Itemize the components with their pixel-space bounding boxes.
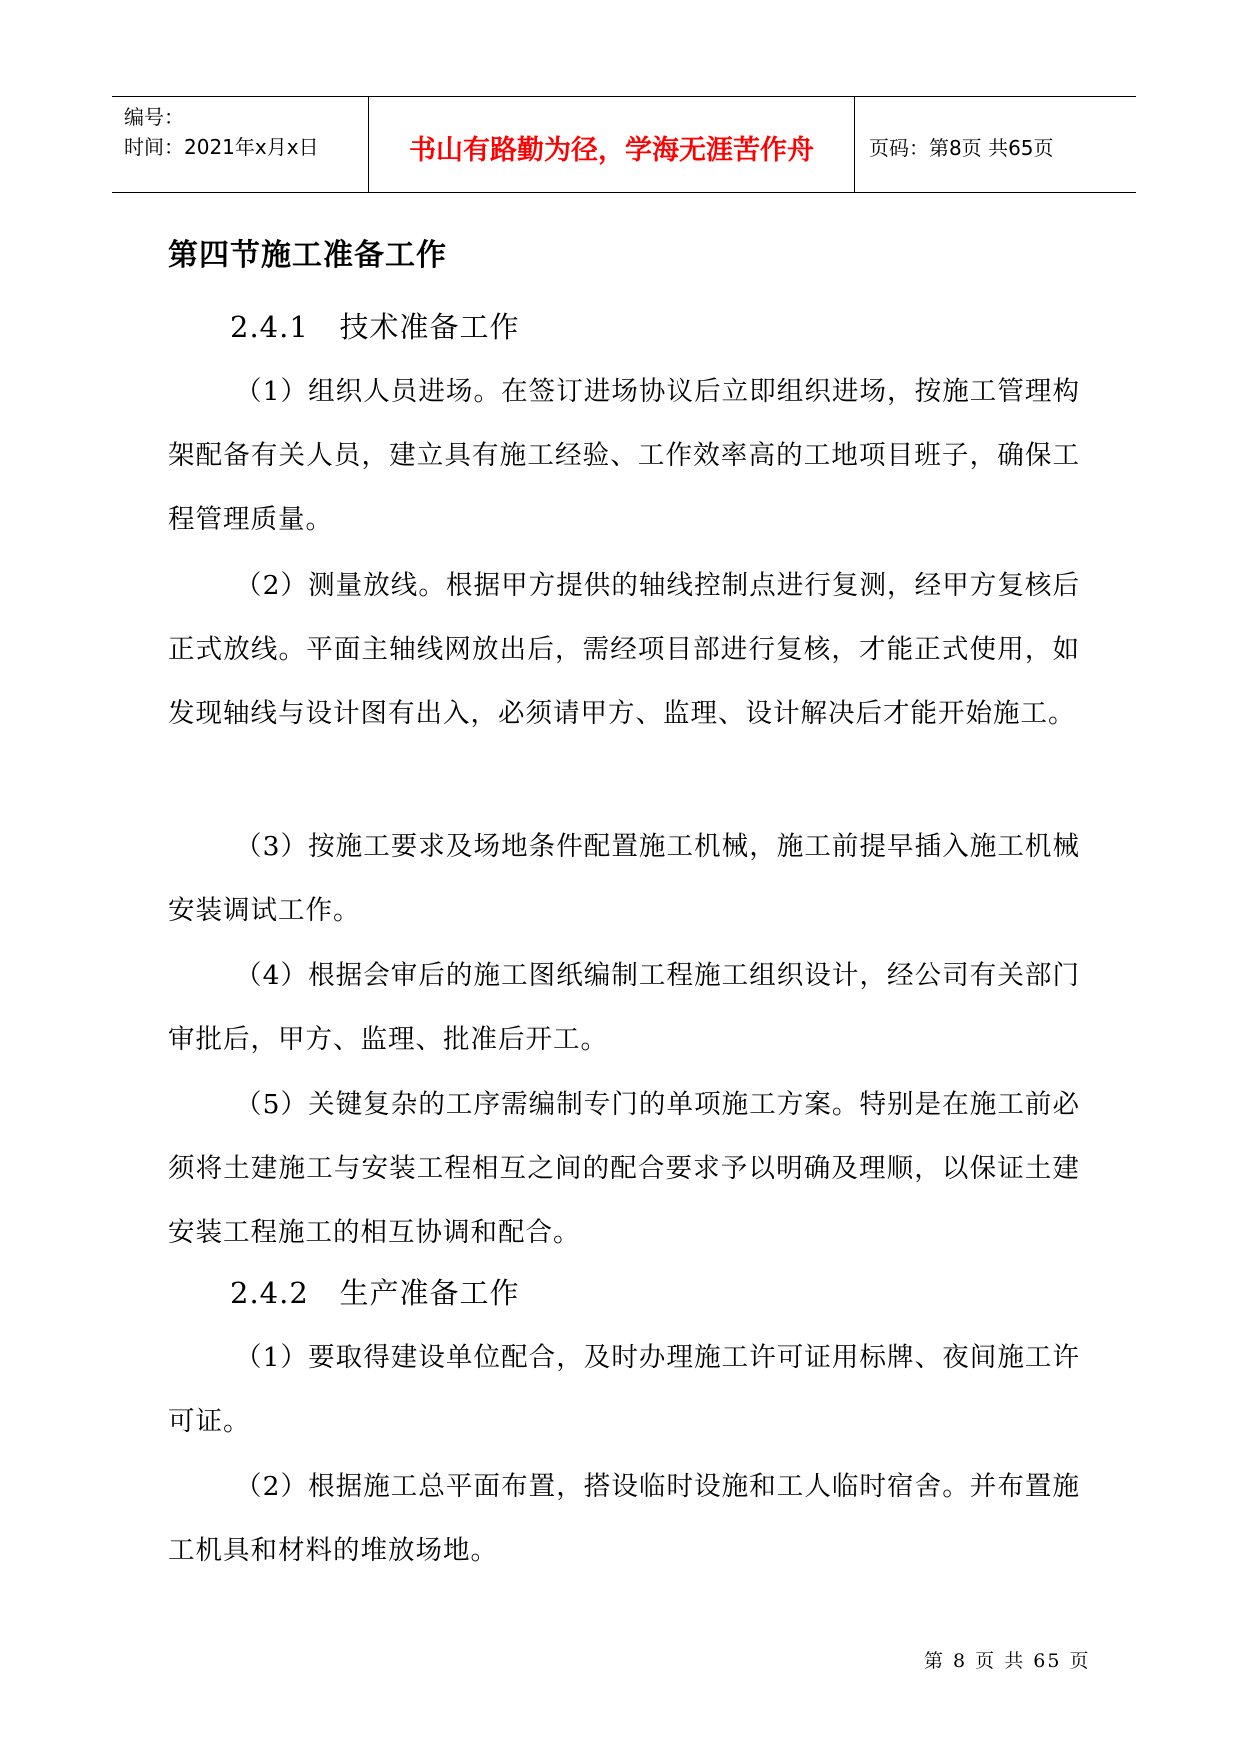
- header-slogan: 书山有路勤为径，学海无涯苦作舟: [409, 135, 814, 166]
- subsection-title: 生产准备工作: [339, 1276, 520, 1310]
- header-page-info: 页码：第8页 共65页: [869, 136, 1054, 160]
- subsection-heading: [230, 1271, 519, 1312]
- header-meta-cell: [112, 97, 369, 192]
- subsection-number: 2.4.1: [230, 310, 309, 344]
- header-slogan-cell: [369, 97, 855, 192]
- paragraph: （5）关键复杂的工序需编制专门的单项施工方案。特别是在施工前必须将土建施工与安装工程相互之间的配合要求予以明确及理顺，以保证土建安装工程施工的相互协调和配合。: [168, 1089, 1080, 1248]
- footer-page-number: 第 8 页 共 65 页: [924, 1650, 1091, 1672]
- section-title: 第四节施工准备工作: [168, 238, 447, 273]
- document-header: [112, 96, 1136, 193]
- subsection-title: 技术准备工作: [339, 310, 520, 344]
- paragraph: （1）要取得建设单位配合，及时办理施工许可证用标牌、夜间施工许可证。: [168, 1342, 1080, 1437]
- subsection-heading: [230, 305, 519, 346]
- document-date: 时间：2021年x月x日: [124, 135, 319, 159]
- document-number-label: 编号：: [124, 105, 184, 129]
- paragraph: （2）测量放线。根据甲方提供的轴线控制点进行复测，经甲方复核后正式放线。平面主轴线网放出后，需经项目部进行复核，才能正式使用，如发现轴线与设计图有出入，必须请甲方、监理、设计解决后才能开始施工。: [168, 570, 1080, 729]
- paragraph: （1）组织人员进场。在签订进场协议后立即组织进场，按施工管理构架配备有关人员，建立具有施工经验、工作效率高的工地项目班子，确保工程管理质量。: [168, 376, 1080, 535]
- paragraph: （4）根据会审后的施工图纸编制工程施工组织设计，经公司有关部门审批后，甲方、监理、批准后开工。: [168, 960, 1080, 1055]
- header-page-cell: [855, 97, 1136, 192]
- subsection-number: 2.4.2: [230, 1276, 309, 1310]
- paragraph: （2）根据施工总平面布置，搭设临时设施和工人临时宿舍。并布置施工机具和材料的堆放场地。: [168, 1471, 1080, 1566]
- paragraph: （3）按施工要求及场地条件配置施工机械，施工前提早插入施工机械安装调试工作。: [168, 831, 1080, 926]
